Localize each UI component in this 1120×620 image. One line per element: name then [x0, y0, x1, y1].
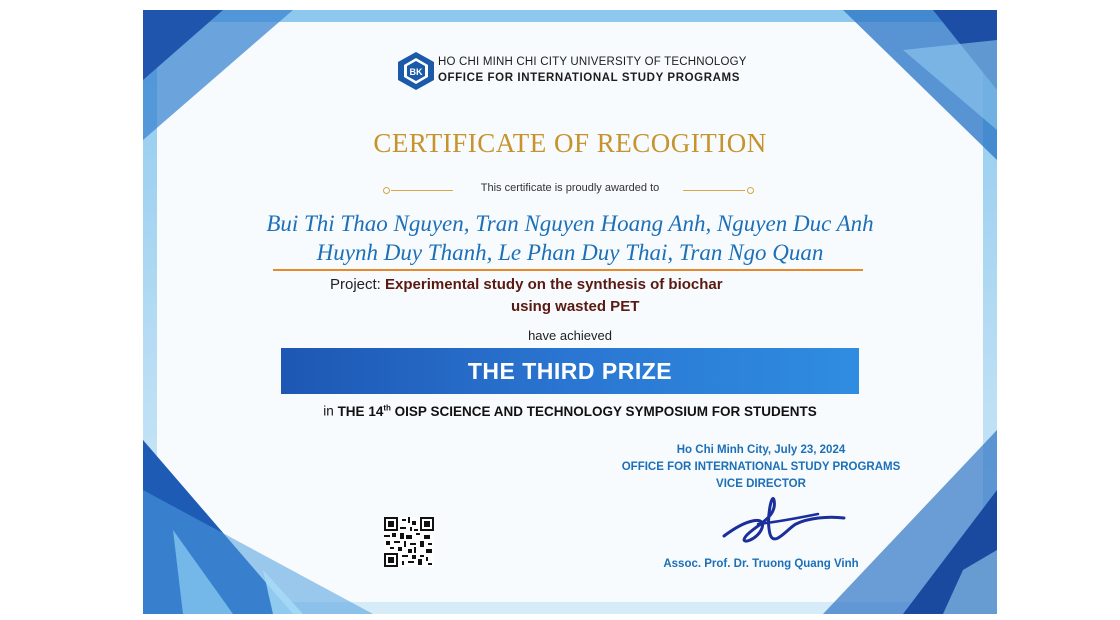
recipient-names-line1: Bui Thi Thao Nguyen, Tran Nguyen Hoang Anh, Nguyen Duc Anh — [266, 211, 874, 236]
project-label: Project: — [330, 276, 381, 293]
certificate — [143, 10, 997, 614]
prize-banner — [281, 348, 859, 394]
project-title-line1: Experimental study on the synthesis of biochar — [385, 276, 723, 293]
university-logo-icon — [395, 50, 437, 92]
awarded-text: This certificate is proudly awarded to — [480, 182, 660, 194]
signature-office: OFFICE FOR INTERNATIONAL STUDY PROGRAMS — [621, 461, 901, 473]
project-title-line2: using wasted PET — [511, 298, 640, 315]
signature-position: VICE DIRECTOR — [716, 478, 806, 490]
symposium-sup: th — [383, 403, 391, 412]
place-date: Ho Chi Minh City, July 23, 2024 — [676, 444, 846, 456]
project-line — [330, 276, 723, 293]
office-name: OFFICE FOR INTERNATIONAL STUDY PROGRAMS — [438, 72, 740, 84]
signature-icon — [718, 488, 848, 558]
certificate-title: CERTIFICATE OF RECOGITION — [373, 128, 767, 158]
svg-text:BK: BK — [409, 67, 423, 77]
achieved-text: have achieved — [528, 328, 612, 343]
university-name: HO CHI MINH CHI CITY UNIVERSITY OF TECHNOLOGY — [438, 56, 747, 68]
names-underline — [273, 269, 863, 271]
symposium-name: OISP SCIENCE AND TECHNOLOGY SYMPOSIUM FOR STUDENTS — [394, 403, 817, 419]
recipient-names-line2: Huynh Duy Thanh, Le Phan Duy Thai, Tran Ngo Quan — [316, 240, 824, 265]
symposium-pre: THE 14 — [337, 403, 384, 419]
prize-text: THE THIRD PRIZE — [467, 358, 673, 384]
symposium-prefix: in — [323, 403, 334, 419]
qr-code-icon — [384, 517, 434, 567]
signatory-name: Assoc. Prof. Dr. Truong Quang Vinh — [663, 558, 859, 570]
symposium-line — [143, 403, 997, 419]
